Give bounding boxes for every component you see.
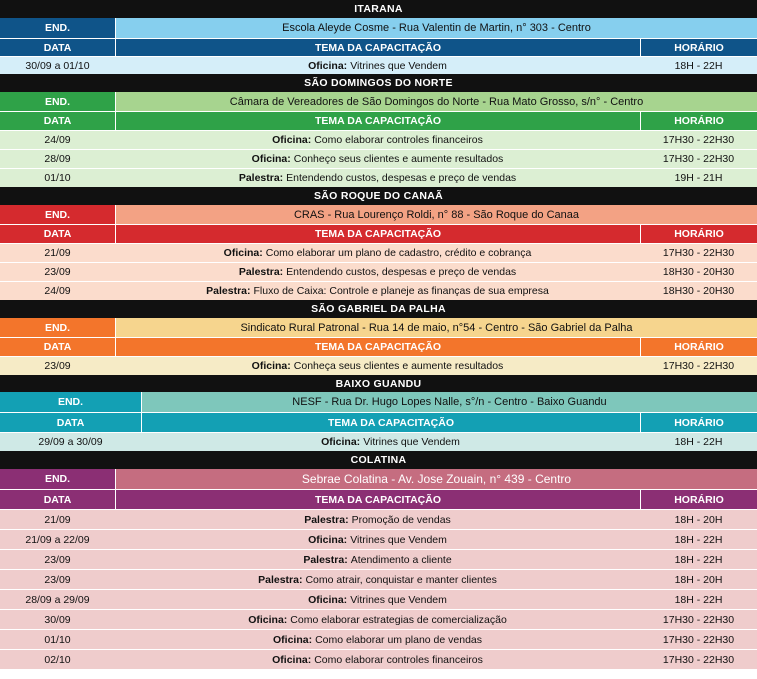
- row-topic-text: Vitrines que Vendem: [350, 533, 447, 546]
- row-time: 18H - 20H: [674, 513, 723, 526]
- table-row: [0, 529, 757, 549]
- row-type: Palestra:: [303, 553, 348, 566]
- end-label: END.: [0, 205, 115, 224]
- section-itarana: [0, 0, 757, 74]
- row-topic: [115, 510, 640, 529]
- table-row: [0, 432, 757, 451]
- header-row: [0, 412, 757, 432]
- row-topic: [115, 150, 640, 168]
- row-topic: [115, 169, 640, 187]
- row-date: 21/09: [44, 513, 71, 526]
- horario-header: HORÁRIO: [640, 112, 757, 130]
- row-topic: [115, 650, 640, 669]
- row-topic-text: Entendendo custos, despesas e preço de vendas: [286, 172, 517, 184]
- horario-header: HORÁRIO: [640, 413, 757, 432]
- address-row: [0, 18, 757, 38]
- data-header: DATA: [0, 39, 115, 56]
- row-topic-text: Como elaborar controles financeiros: [314, 134, 483, 146]
- section-sao_roque: [0, 187, 757, 300]
- address-value: CRAS - Rua Lourenço Roldi, n° 88 - São Roque do Canaa: [115, 205, 757, 224]
- row-date: 28/09 a 29/09: [25, 593, 90, 606]
- row-time: 18H - 22H: [674, 533, 723, 546]
- row-date: 23/09: [44, 553, 71, 566]
- address-row: [0, 469, 757, 489]
- row-topic-text: Como elaborar um plano de cadastro, crédito e cobrança: [265, 247, 532, 259]
- header-row: [0, 111, 757, 130]
- end-label: END.: [0, 392, 141, 412]
- row-topic-text: Vitrines que Vendem: [350, 593, 447, 606]
- data-header: DATA: [0, 225, 115, 243]
- row-date: 21/09 a 22/09: [25, 533, 90, 546]
- row-topic-text: Como elaborar controles financeiros: [314, 653, 483, 666]
- row-time: 18H - 22H: [674, 59, 723, 72]
- table-row: [0, 629, 757, 649]
- address-row: [0, 92, 757, 111]
- table-row: [0, 130, 757, 149]
- table-row: [0, 649, 757, 669]
- row-topic-text: Conheça seus clientes e aumente resultados: [293, 360, 504, 372]
- row-time: 18H - 22H: [674, 436, 723, 448]
- row-type: Oficina:: [272, 633, 313, 646]
- tema-header: TEMA DA CAPACITAÇÃO: [115, 225, 640, 243]
- city-title: ITARANA: [0, 0, 757, 18]
- row-type: Palestra:: [304, 513, 349, 526]
- row-type: Palestra:: [238, 172, 284, 184]
- row-type: Palestra:: [258, 573, 303, 586]
- row-date: 23/09: [44, 360, 71, 372]
- table-row: [0, 168, 757, 187]
- table-row: [0, 262, 757, 281]
- row-topic: [115, 131, 640, 149]
- row-type: Oficina:: [308, 533, 348, 546]
- row-topic: [115, 244, 640, 262]
- city-title: SÃO DOMINGOS DO NORTE: [0, 74, 757, 92]
- table-row: [0, 509, 757, 529]
- row-topic-text: Promoção de vendas: [351, 513, 451, 526]
- row-topic: [115, 530, 640, 549]
- row-date: 21/09: [44, 247, 71, 259]
- row-time: 18H30 - 20H30: [662, 266, 735, 278]
- row-time: 17H30 - 22H30: [662, 247, 735, 259]
- row-topic: [115, 282, 640, 300]
- end-label: END.: [0, 92, 115, 111]
- header-row: [0, 489, 757, 509]
- city-title: COLATINA: [0, 451, 757, 469]
- city-title: SÃO ROQUE DO CANAÃ: [0, 187, 757, 205]
- row-type: Palestra:: [206, 285, 251, 297]
- data-header: DATA: [0, 490, 115, 509]
- row-type: Oficina:: [272, 653, 312, 666]
- city-title: BAIXO GUANDU: [0, 375, 757, 392]
- table-row: [0, 609, 757, 629]
- row-time: 17H30 - 22H30: [662, 613, 735, 626]
- row-date: 28/09: [44, 153, 71, 165]
- row-topic: [141, 433, 640, 451]
- row-topic-text: Fluxo de Caixa: Controle e planeje as finanças de sua empresa: [253, 285, 549, 297]
- table-row: [0, 356, 757, 375]
- row-time: 18H - 20H: [674, 573, 723, 586]
- horario-header: HORÁRIO: [640, 225, 757, 243]
- row-type: Oficina:: [251, 360, 291, 372]
- row-time: 17H30 - 22H30: [662, 653, 735, 666]
- end-label: END.: [0, 469, 115, 489]
- horario-header: HORÁRIO: [640, 338, 757, 356]
- address-row: [0, 205, 757, 224]
- row-topic: [115, 570, 640, 589]
- row-date: 30/09 a 01/10: [25, 59, 90, 72]
- row-topic: [115, 590, 640, 609]
- row-topic-text: Como elaborar estrategias de comercialização: [290, 613, 507, 626]
- horario-header: HORÁRIO: [640, 490, 757, 509]
- row-time: 17H30 - 22H30: [662, 633, 735, 646]
- row-topic: [115, 550, 640, 569]
- data-header: DATA: [0, 338, 115, 356]
- row-topic: [115, 630, 640, 649]
- table-row: [0, 549, 757, 569]
- tema-header: TEMA DA CAPACITAÇÃO: [115, 39, 640, 56]
- horario-header: HORÁRIO: [640, 39, 757, 56]
- row-type: Oficina:: [248, 613, 288, 626]
- row-type: Palestra:: [238, 266, 284, 278]
- table-row: [0, 589, 757, 609]
- header-row: [0, 38, 757, 56]
- section-colatina: [0, 451, 757, 669]
- row-date: 24/09: [44, 134, 71, 146]
- row-type: Oficina:: [251, 153, 291, 165]
- row-type: Oficina:: [308, 59, 348, 72]
- address-value: Sindicato Rural Patronal - Rua 14 de maio, n°54 - Centro - São Gabriel da Palha: [115, 318, 757, 337]
- end-label: END.: [0, 318, 115, 337]
- address-row: [0, 392, 757, 412]
- section-sao_domingos: [0, 74, 757, 187]
- table-row: [0, 56, 757, 74]
- row-time: 18H - 22H: [674, 593, 723, 606]
- address-value: Escola Aleyde Cosme - Rua Valentin de Martin, n° 303 - Centro: [115, 18, 757, 38]
- data-header: DATA: [0, 112, 115, 130]
- section-sao_gabriel: [0, 300, 757, 375]
- row-date: 29/09 a 30/09: [38, 436, 103, 448]
- row-topic: [115, 610, 640, 629]
- row-type: Oficina:: [223, 247, 263, 259]
- row-time: 17H30 - 22H30: [662, 153, 735, 165]
- row-date: 23/09: [44, 573, 71, 586]
- tema-header: TEMA DA CAPACITAÇÃO: [115, 490, 640, 509]
- row-topic: [115, 357, 640, 375]
- address-row: [0, 318, 757, 337]
- tema-header: TEMA DA CAPACITAÇÃO: [115, 112, 640, 130]
- row-date: 23/09: [44, 266, 71, 278]
- row-date: 24/09: [44, 285, 71, 297]
- row-time: 17H30 - 22H30: [662, 360, 735, 372]
- end-label: END.: [0, 18, 115, 38]
- row-date: 01/10: [44, 633, 71, 646]
- row-time: 19H - 21H: [674, 172, 723, 184]
- row-type: Oficina:: [272, 134, 312, 146]
- table-row: [0, 149, 757, 168]
- address-value: Câmara de Vereadores de São Domingos do Norte - Rua Mato Grosso, s/n° - Centro: [115, 92, 757, 111]
- table-row: [0, 281, 757, 300]
- header-row: [0, 337, 757, 356]
- row-topic-text: Como atrair, conquistar e manter clientes: [305, 573, 497, 586]
- address-value: NESF - Rua Dr. Hugo Lopes Nalle, s°/n - Centro - Baixo Guandu: [141, 392, 757, 412]
- row-topic: [115, 263, 640, 281]
- row-type: Oficina:: [308, 593, 348, 606]
- row-date: 30/09: [44, 613, 71, 626]
- row-date: 02/10: [44, 653, 71, 666]
- row-time: 18H - 22H: [674, 553, 723, 566]
- row-topic-text: Conheço seus clientes e aumente resultados: [293, 153, 504, 165]
- row-topic-text: Atendimento a cliente: [350, 553, 452, 566]
- row-topic-text: Como elaborar um plano de vendas: [315, 633, 483, 646]
- row-topic-text: Vitrines que Vendem: [363, 436, 460, 448]
- tema-header: TEMA DA CAPACITAÇÃO: [141, 413, 640, 432]
- table-row: [0, 569, 757, 589]
- row-topic-text: Entendendo custos, despesas e preço de vendas: [286, 266, 517, 278]
- data-header: DATA: [0, 413, 141, 432]
- row-time: 17H30 - 22H30: [662, 134, 735, 146]
- row-date: 01/10: [44, 172, 71, 184]
- header-row: [0, 224, 757, 243]
- row-topic: [115, 57, 640, 74]
- row-time: 18H30 - 20H30: [662, 285, 735, 297]
- row-topic-text: Vitrines que Vendem: [350, 59, 447, 72]
- section-baixo_guandu: [0, 375, 757, 451]
- row-type: Oficina:: [321, 436, 361, 448]
- address-value: Sebrae Colatina - Av. Jose Zouain, n° 439 - Centro: [115, 469, 757, 489]
- tema-header: TEMA DA CAPACITAÇÃO: [115, 338, 640, 356]
- city-title: SÃO GABRIEL DA PALHA: [0, 300, 757, 318]
- table-row: [0, 243, 757, 262]
